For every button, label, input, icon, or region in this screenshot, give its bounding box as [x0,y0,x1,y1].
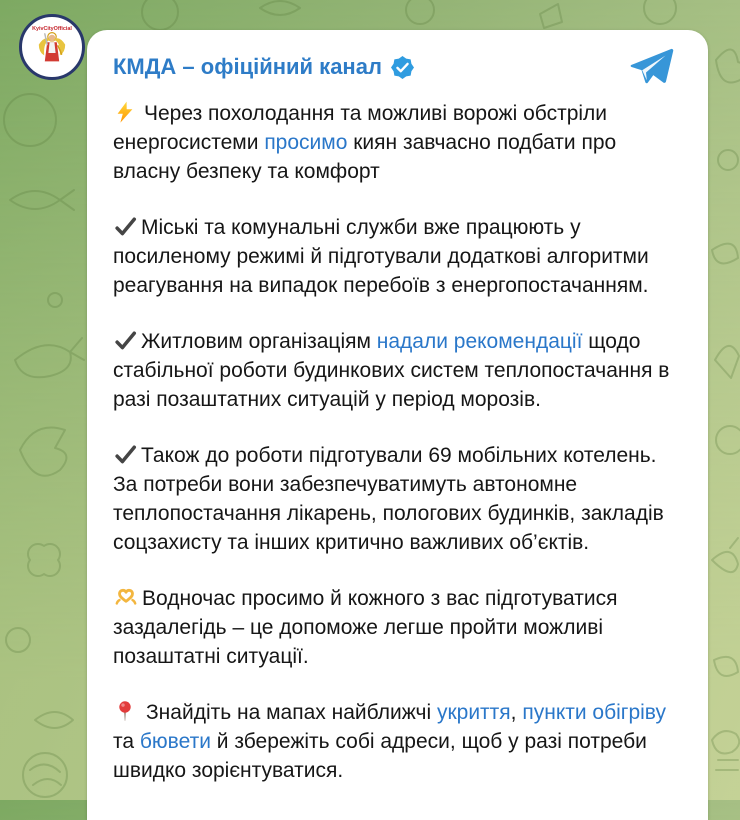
pushpin-emoji-icon [113,699,137,723]
inline-link[interactable]: надали рекомендації [376,330,583,353]
post-header [113,44,682,90]
text-segment: Також до роботи підготували 69 мобільних котелень. За потреби вони забезпечуватимуть автономне теплопостачання лікарень, пологових будинків, закладів соцзахисту та інших критично важливих об’єктів. [113,444,664,554]
post-paragraph [113,698,682,785]
text-segment: Знайдіть на мапах найближчі [146,701,437,724]
message-bubble [87,30,708,820]
channel-title[interactable]: КМДА – офіційний канал [113,54,382,79]
post-paragraph [113,327,682,414]
check-emoji-icon [113,214,138,239]
text-segment: , [510,701,523,724]
text-segment: киян завчасно подбати про власну безпеку та комфорт [113,131,617,183]
inline-link[interactable]: пункти обігріву [522,701,666,724]
check-emoji-icon [113,442,138,467]
post-paragraph [113,441,682,557]
post-body [113,99,682,785]
avatar-text: KyivCityOfficial [32,26,72,33]
text-segment: Житловим організаціям [141,330,377,353]
kyiv-coat-of-arms [22,17,82,77]
inline-link[interactable]: укриття [436,701,511,724]
lightning-emoji-icon [113,100,137,124]
text-segment: та [113,730,140,753]
text-segment: Через похолодання та можливі ворожі обстріли енергосистеми [113,102,608,154]
post-paragraph [113,213,682,300]
inline-link[interactable]: бювети [139,730,211,753]
channel-avatar[interactable] [19,14,85,80]
telegram-plane-icon[interactable] [628,44,674,90]
text-segment: й збережіть собі адреси, щоб у разі потреби швидко зорієнтуватися. [113,730,647,782]
text-segment: Водночас просимо й кожного з вас підготуватися заздалегідь – це допоможе легше пройти можливі позаштатні ситуації. [113,587,618,668]
text-segment: щодо стабільної роботи будинкових систем теплопостачання в разі позаштатних ситуацій у період морозів. [113,330,670,411]
verified-badge-icon [391,56,414,79]
check-emoji-icon [113,328,138,353]
heart-hands-emoji-icon [113,584,139,610]
text-segment: Міські та комунальні служби вже працюють у посиленому режимі й підготували додаткові алгоритми реагування на випадок перебоїв з енергопостачанням. [113,216,649,297]
post-paragraph [113,99,682,186]
inline-link[interactable]: просимо [264,131,348,154]
post-paragraph [113,584,682,671]
